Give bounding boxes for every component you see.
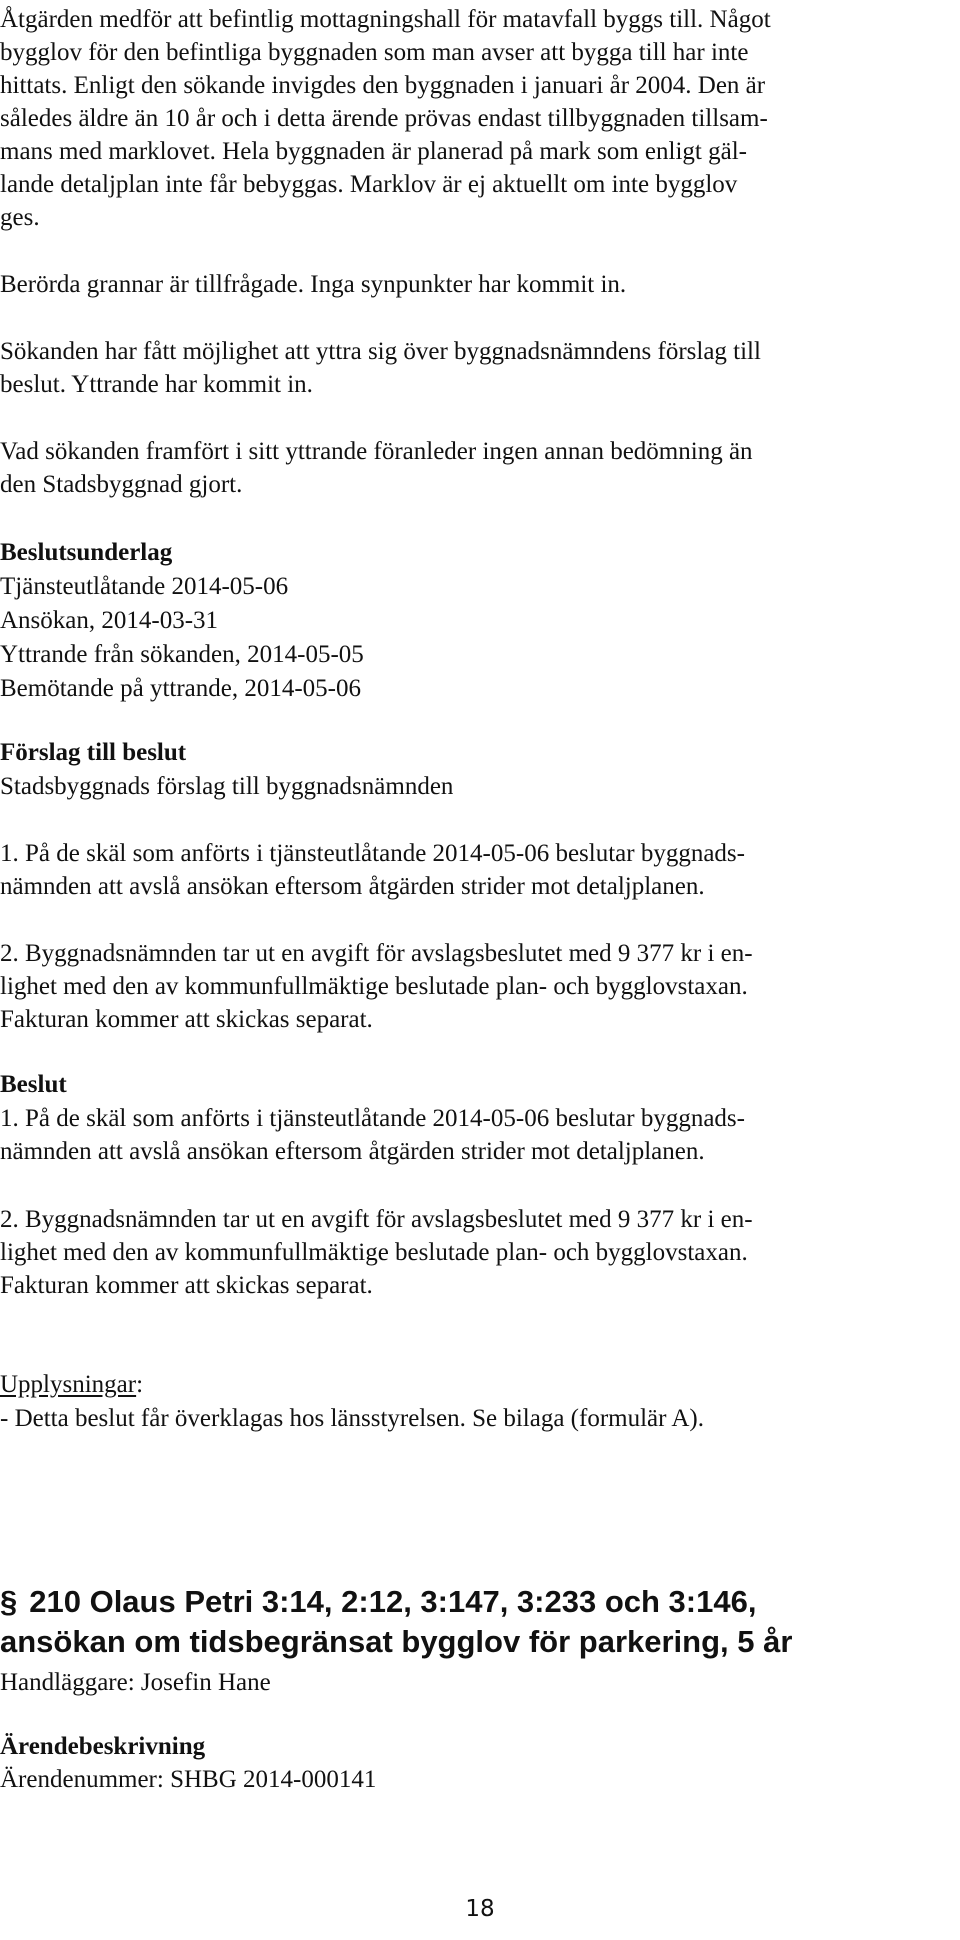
text-line: lighet med den av kommunfullmäktige beslutade plan- och bygglovstaxan. xyxy=(0,973,748,1000)
text-line: ges. xyxy=(0,204,40,231)
text-line: 2. Byggnadsnämnden tar ut en avgift för avslagsbeslutet med 9 377 kr i en- xyxy=(0,940,753,967)
section-title-line2: ansökan om tidsbegränsat bygglov för parkering, 5 år xyxy=(0,1624,793,1659)
text-line: 1. På de skäl som anförts i tjänsteutlåtande 2014-05-06 beslutar byggnads- xyxy=(0,840,745,867)
case-number-line: Ärendenummer: SHBG 2014-000141 xyxy=(0,1766,377,1793)
text-line: lande detaljplan inte får bebyggas. Marklov är ej aktuellt om inte bygglov xyxy=(0,171,738,198)
text-line: 1. På de skäl som anförts i tjänsteutlåtande 2014-05-06 beslutar byggnads- xyxy=(0,1105,745,1132)
notes-heading xyxy=(0,1370,143,1400)
text-line: hittats. Enligt den sökande invigdes den byggnaden i januari år 2004. Den är xyxy=(0,72,766,99)
notes-heading-label: Upplysningar xyxy=(0,1371,137,1398)
description-heading: Ärendebeskrivning xyxy=(0,1733,206,1760)
text-line: den Stadsbyggnad gjort. xyxy=(0,471,243,498)
text-line: lighet med den av kommunfullmäktige beslutade plan- och bygglovstaxan. xyxy=(0,1239,748,1266)
decision-heading: Beslut xyxy=(0,1071,67,1098)
section-title-text: 210 Olaus Petri 3:14, 2:12, 3:147, 3:233 och 3:146, xyxy=(29,1584,757,1619)
text-line: beslut. Yttrande har kommit in. xyxy=(0,371,313,398)
text-line: nämnden att avslå ansökan eftersom åtgärden strider mot detaljplanen. xyxy=(0,873,705,900)
section-title xyxy=(0,1582,793,1659)
basis-heading: Beslutsunderlag xyxy=(0,539,173,566)
neighbours-paragraph: Berörda grannar är tillfrågade. Inga synpunkter har kommit in. xyxy=(0,271,627,298)
basis-item: Yttrande från sökanden, 2014-05-05 xyxy=(0,641,364,668)
text-line: Åtgärden medför att befintlig mottagningshall för matavfall byggs till. Något xyxy=(0,6,771,33)
text-line: mans med marklovet. Hela byggnaden är planerad på mark som enligt gäl- xyxy=(0,138,747,165)
proposal-subheading: Stadsbyggnads förslag till byggnadsnämnden xyxy=(0,773,454,800)
section-title-line1 xyxy=(0,1582,756,1622)
basis-item: Bemötande på yttrande, 2014-05-06 xyxy=(0,675,362,702)
text-line: 2. Byggnadsnämnden tar ut en avgift för avslagsbeslutet med 9 377 kr i en- xyxy=(0,1206,753,1233)
handler-line: Handläggare: Josefin Hane xyxy=(0,1669,271,1696)
basis-item: Tjänsteutlåtande 2014-05-06 xyxy=(0,573,289,600)
text-line: Fakturan kommer att skickas separat. xyxy=(0,1006,373,1033)
page-number: 18 xyxy=(465,1896,495,1922)
text-line: Fakturan kommer att skickas separat. xyxy=(0,1272,373,1299)
paragraph-sign: § xyxy=(0,1584,18,1619)
text-line: nämnden att avslå ansökan eftersom åtgärden strider mot detaljplanen. xyxy=(0,1138,705,1165)
notes-heading-suffix: : xyxy=(136,1371,144,1398)
notes-line: - Detta beslut får överklagas hos länsstyrelsen. Se bilaga (formulär A). xyxy=(0,1405,704,1432)
text-line: bygglov för den befintliga byggnaden som man avser att bygga till har inte xyxy=(0,39,749,66)
basis-item: Ansökan, 2014-03-31 xyxy=(0,607,219,634)
text-line: således äldre än 10 år och i detta ärende prövas endast tillbyggnaden tillsam- xyxy=(0,105,768,132)
text-line: Vad sökanden framfört i sitt yttrande föranleder ingen annan bedömning än xyxy=(0,438,753,465)
proposal-heading: Förslag till beslut xyxy=(0,739,187,766)
text-line: Sökanden har fått möjlighet att yttra sig över byggnadsnämndens förslag till xyxy=(0,338,761,365)
